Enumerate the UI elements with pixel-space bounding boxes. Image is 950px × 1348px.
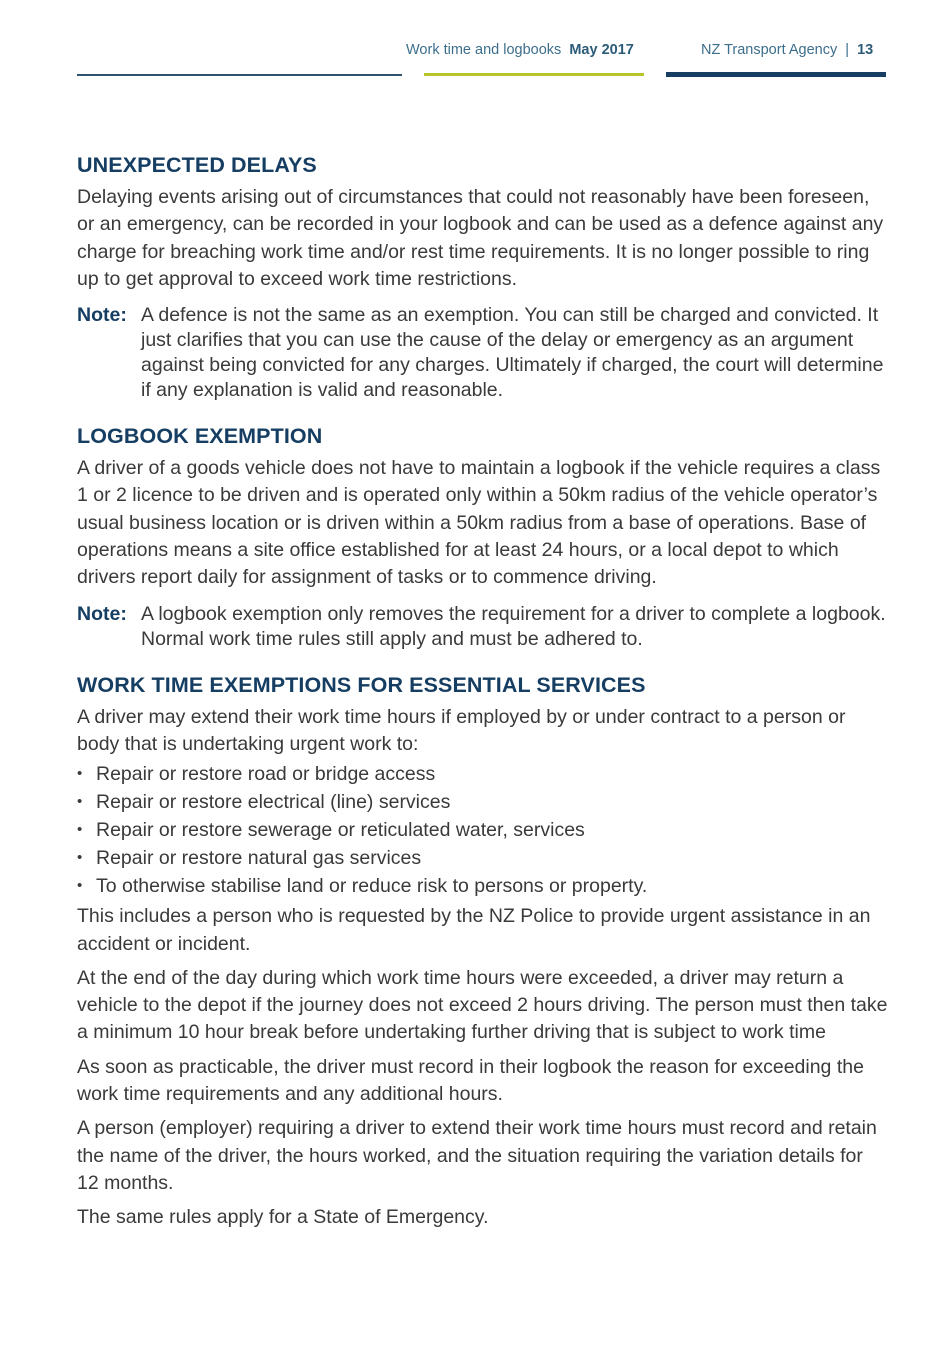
list-item-text: Repair or restore electrical (line) services	[96, 791, 451, 814]
list-item-text: Repair or restore natural gas services	[96, 847, 422, 870]
list-item-text: Repair or restore sewerage or reticulated water, services	[96, 819, 585, 842]
note-block	[77, 602, 889, 652]
bullet-icon: •	[77, 765, 83, 783]
urgent-work-list	[77, 760, 889, 900]
bullet-icon: •	[77, 877, 83, 895]
bullet-icon: •	[77, 849, 83, 867]
paragraph: As soon as practicable, the driver must record in their logbook the reason for exceeding the work time requirements and any additional hours.	[77, 1055, 864, 1106]
section-heading: UNEXPECTED DELAYS	[77, 153, 317, 177]
list-item	[77, 844, 889, 872]
running-header-title	[406, 42, 634, 58]
doc-title: Work time and logbooks	[406, 42, 562, 58]
page-content	[77, 152, 889, 1239]
doc-date: May 2017	[569, 42, 634, 58]
bullet-icon: •	[77, 793, 83, 811]
section-heading: WORK TIME EXEMPTIONS FOR ESSENTIAL SERVICES	[77, 672, 646, 697]
list-item	[77, 760, 889, 788]
header-separator: |	[845, 42, 850, 58]
paragraph: A person (employer) requiring a driver to extend their work time hours must record and retain the name of the driver, the hours worked, and the situation requiring the variation details for 12 months.	[77, 1117, 877, 1194]
section-intro: A driver may extend their work time hours if employed by or under contract to a person or body that is undertaking urgent work to:	[77, 705, 846, 755]
list-item	[77, 816, 889, 844]
header-rule-left	[77, 74, 402, 76]
bullet-icon: •	[77, 821, 83, 839]
section-body: A driver of a goods vehicle does not have to maintain a logbook if the vehicle requires a class 1 or 2 licence to be driven and is operated only within a 50km radius of the vehicle operator’s usual business location or is driven within a 50km radius from a base of operations. Base of operations means a site office established for at least 24 hours, or a local depot to which drivers report daily for assignment of tasks or to commence driving.	[77, 457, 881, 589]
paragraph: The same rules apply for a State of Emergency.	[77, 1206, 489, 1229]
paragraph: This includes a person who is requested by the NZ Police to provide urgent assistance in an accident or incident.	[77, 905, 871, 955]
section-essential-services	[77, 672, 889, 1232]
agency-name: NZ Transport Agency	[701, 42, 838, 58]
paragraph: At the end of the day during which work time hours were exceeded, a driver may return a vehicle to the depot if the journey does not exceed 2 hours driving. The person must then take a minimum 10 hour break before undertaking further driving that is subject to work time	[77, 966, 888, 1044]
section-heading: LOGBOOK EXEMPTION	[77, 424, 323, 449]
note-text: A defence is not the same as an exemption. You can still be charged and convicted. It just clarifies that you can use the cause of the delay or emergency as an argument against being convicted for any charges. Ultimately if charged, the court will determine if any explanation is valid and reasonable.	[141, 304, 884, 402]
note-block	[77, 303, 889, 403]
list-item-text: To otherwise stabilise land or reduce risk to persons or property.	[96, 875, 648, 898]
running-header-agency	[701, 42, 873, 58]
section-unexpected-delays	[77, 152, 889, 403]
list-item-text: Repair or restore road or bridge access	[96, 763, 436, 786]
list-item	[77, 788, 889, 816]
section-logbook-exemption	[77, 423, 889, 651]
note-label: Note:	[77, 602, 127, 625]
note-text: A logbook exemption only removes the requirement for a driver to complete a logbook. Normal work time rules still apply and must be adhered to.	[141, 602, 886, 650]
section-body: Delaying events arising out of circumstances that could not reasonably have been foreseen, or an emergency, can be recorded in your logbook and can be used as a defence against any charge for breaching work time and/or rest time requirements. It is no longer possible to ring up to get approval to exceed work time restrictions.	[77, 186, 884, 290]
header-rule-middle	[424, 73, 644, 76]
list-item	[77, 872, 889, 900]
page-number: 13	[857, 42, 874, 58]
header-rule-right	[666, 72, 886, 77]
note-label: Note:	[77, 304, 127, 327]
